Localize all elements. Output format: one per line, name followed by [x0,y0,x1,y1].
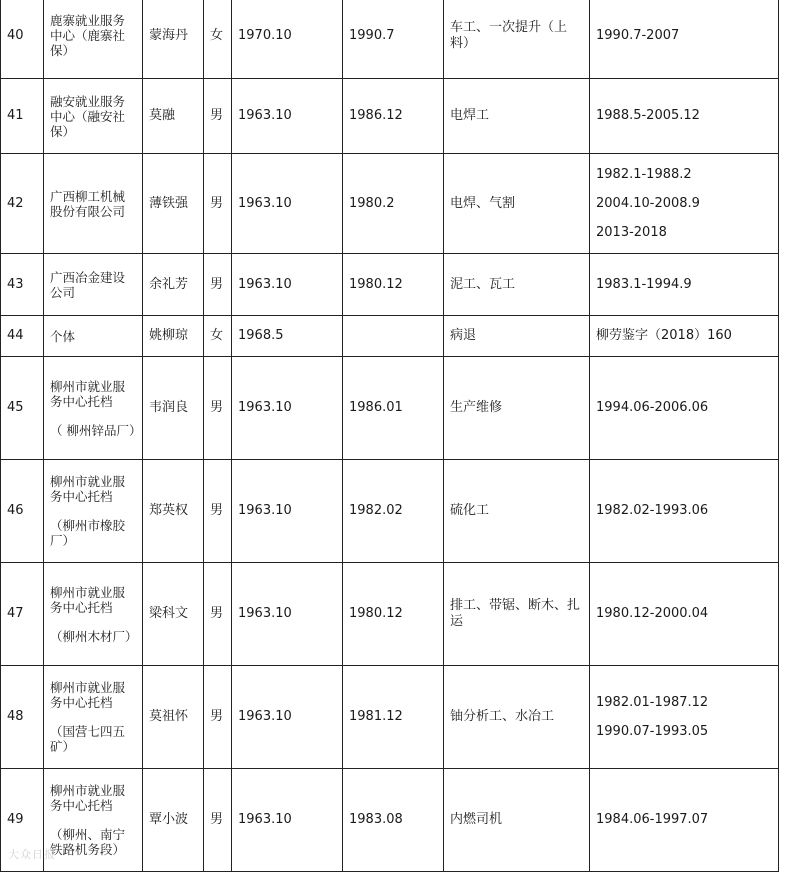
employer-line: （柳州、南宁铁路机务段） [50,827,126,857]
cell-number: 43 [1,254,44,316]
cell-job: 生产维修 [444,357,590,460]
cell-work-start: 1980.12 [343,563,444,666]
cell-job: 电焊工 [444,79,590,154]
table-row [1,769,779,872]
watermark: 大众日报 [8,848,56,861]
period-line: 1990.07-1993.05 [596,724,709,739]
employer-line: 鹿寨就业服务中心（鹿寨社保） [50,13,126,58]
employer-line: （国营七四五矿） [50,724,126,754]
period-line: 1994.06-2006.06 [596,400,709,415]
cell-sex: 男 [204,666,232,769]
cell-work-start: 1980.12 [343,254,444,316]
table-row [1,254,779,316]
cell-work-start: 1981.12 [343,666,444,769]
cell-work-start: 1990.7 [343,0,444,79]
period-line: 1990.7-2007 [596,27,680,43]
cell-employer [44,0,143,79]
employer-line: 柳州市就业服务中心托档 [50,783,126,813]
cell-job: 车工、一次提升（上料） [444,0,590,79]
period-line: 1984.06-1997.07 [596,812,709,827]
cell-employer [44,769,143,872]
cell-job: 病退 [444,316,590,357]
table-row [1,563,779,666]
cell-period [590,769,779,872]
table-row [1,460,779,563]
cell-work-start [343,316,444,357]
cell-birth: 1968.5 [232,316,343,357]
cell-employer [44,460,143,563]
cell-period [590,254,779,316]
cell-sex: 男 [204,460,232,563]
employer-line: 融安就业服务中心（融安社保） [50,93,126,139]
employer-line: 柳州市就业服务中心托档 [50,474,126,504]
period-line: 2004.10-2008.9 [596,196,700,211]
employer-line: 柳州市就业服务中心托档 [50,680,126,710]
cell-name: 莫融 [143,79,204,154]
cell-name: 蒙海丹 [143,0,204,79]
cell-name: 韦润良 [143,357,204,460]
period-line: 1988.5-2005.12 [596,108,700,123]
cell-period [590,357,779,460]
cell-name: 郑英权 [143,460,204,563]
cell-job: 排工、带锯、断木、扎运 [444,563,590,666]
period-line: 1982.02-1993.06 [596,503,709,518]
table-row [1,79,779,154]
cell-period [590,0,779,79]
cell-number: 47 [1,563,44,666]
cell-number: 42 [1,154,44,254]
period-line: 2013-2018 [596,225,667,240]
cell-sex: 女 [204,316,232,357]
employer-line: （ 柳州锌品厂） [50,422,142,438]
cell-birth: 1963.10 [232,563,343,666]
cell-period [590,460,779,563]
employer-line: 广西冶金建设公司 [50,269,126,300]
cell-sex: 男 [204,254,232,316]
cell-employer [44,666,143,769]
cell-sex: 男 [204,79,232,154]
cell-job: 硫化工 [444,460,590,563]
cell-work-start: 1980.2 [343,154,444,254]
period-line: 1982.1-1988.2 [596,167,692,182]
cell-name: 梁科文 [143,563,204,666]
period-line: 柳劳鉴字（2018）160 [596,328,732,343]
cell-period [590,563,779,666]
cell-name: 覃小波 [143,769,204,872]
cell-period [590,666,779,769]
table-row [1,316,779,357]
employer-line: 个体 [50,328,76,344]
cell-employer [44,154,143,254]
cell-birth: 1963.10 [232,357,343,460]
cell-birth: 1963.10 [232,254,343,316]
cell-number: 45 [1,357,44,460]
cell-work-start: 1983.08 [343,769,444,872]
cell-name: 薄铁强 [143,154,204,254]
cell-job: 电焊、气割 [444,154,590,254]
cell-work-start: 1986.01 [343,357,444,460]
cell-name: 余礼芳 [143,254,204,316]
cell-birth: 1970.10 [232,0,343,79]
cell-number: 49 [1,769,44,872]
cell-period [590,316,779,357]
cell-work-start: 1986.12 [343,79,444,154]
cell-birth: 1963.10 [232,666,343,769]
cell-name: 莫祖怀 [143,666,204,769]
employer-line: 柳州市就业服务中心托档 [50,378,126,409]
cell-employer [44,563,143,666]
table-body [1,0,779,872]
cell-number: 40 [1,0,44,79]
table-row [1,154,779,254]
cell-job: 泥工、瓦工 [444,254,590,316]
employer-line: （柳州木材厂） [50,628,138,644]
cell-number: 41 [1,79,44,154]
cell-employer [44,254,143,316]
cell-job: 铀分析工、水冶工 [444,666,590,769]
cell-birth: 1963.10 [232,769,343,872]
cell-sex: 男 [204,769,232,872]
cell-period [590,79,779,154]
cell-employer [44,79,143,154]
table-row [1,666,779,769]
cell-number: 48 [1,666,44,769]
employer-line: 广西柳工机械股份有限公司 [50,188,126,219]
cell-name: 姚柳琼 [143,316,204,357]
cell-employer [44,357,143,460]
period-line: 1982.01-1987.12 [596,695,709,710]
cell-employer [44,316,143,357]
cell-number: 46 [1,460,44,563]
cell-birth: 1963.10 [232,79,343,154]
employer-line: 柳州市就业服务中心托档 [50,584,126,615]
period-line: 1983.1-1994.9 [596,276,692,292]
cell-work-start: 1982.02 [343,460,444,563]
employer-line: （柳州市橡胶厂） [50,518,126,548]
cell-birth: 1963.10 [232,154,343,254]
cell-sex: 男 [204,563,232,666]
table-row [1,357,779,460]
cell-period [590,154,779,254]
cell-sex: 男 [204,357,232,460]
cell-job: 内燃司机 [444,769,590,872]
table-row [1,0,779,79]
cell-number: 44 [1,316,44,357]
cell-sex: 女 [204,0,232,79]
period-line: 1980.12-2000.04 [596,606,709,621]
cell-birth: 1963.10 [232,460,343,563]
cell-sex: 男 [204,154,232,254]
